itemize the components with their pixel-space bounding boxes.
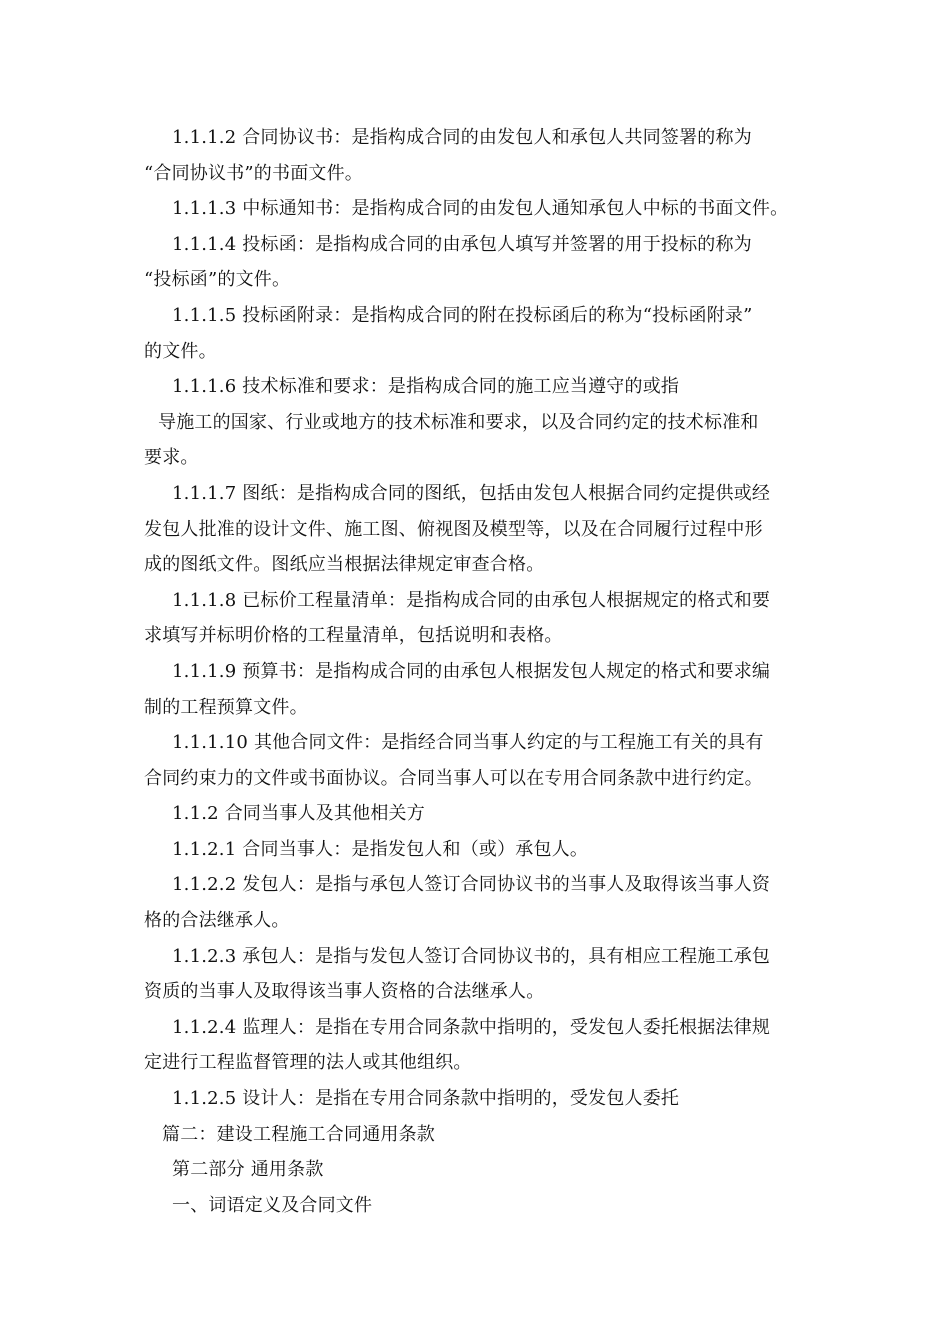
clause-1-1-1-2-cont: “合同协议书”的书面文件。	[144, 162, 364, 184]
clause-1-1-1-6-cont: 导施工的国家、行业或地方的技术标准和要求，以及合同约定的技术标准和	[158, 411, 759, 433]
clause-1-1-1-4-cont: “投标函”的文件。	[144, 269, 291, 291]
section-heading-part-two-title: 篇二：建设工程施工合同通用条款	[162, 1123, 435, 1145]
clause-1-1-1-5-cont: 的文件。	[144, 340, 217, 362]
clause-1-1-1-8: 1.1.1.8 已标价工程量清单：是指构成合同的由承包人根据规定的格式和要	[172, 589, 771, 611]
clause-1-1-2-4: 1.1.2.4 监理人：是指在专用合同条款中指明的，受发包人委托根据法律规	[172, 1016, 771, 1038]
clause-1-1-1-6: 1.1.1.6 技术标准和要求：是指构成合同的施工应当遵守的或指	[172, 376, 680, 398]
clause-1-1-2-4-cont: 定进行工程监督管理的法人或其他组织。	[144, 1052, 472, 1074]
clause-1-1-1-8-cont: 求填写并标明价格的工程量清单，包括说明和表格。	[144, 625, 563, 647]
clause-1-1-1-4: 1.1.1.4 投标函：是指构成合同的由承包人填写并签署的用于投标的称为	[172, 233, 752, 255]
clause-1-1-2-3: 1.1.2.3 承包人：是指与发包人签订合同协议书的，具有相应工程施工承包	[172, 945, 771, 967]
clause-1-1-1-5: 1.1.1.5 投标函附录：是指构成合同的附在投标函后的称为“投标函附录”	[172, 304, 753, 326]
clause-1-1-2-2-cont: 格的合法继承人。	[144, 910, 290, 932]
clause-1-1-1-7: 1.1.1.7 图纸：是指构成合同的图纸，包括由发包人根据合同约定提供或经	[172, 482, 771, 504]
clause-1-1-1-9-cont: 制的工程预算文件。	[144, 696, 308, 718]
clause-1-1-2: 1.1.2 合同当事人及其他相关方	[172, 803, 425, 825]
clause-1-1-1-10: 1.1.1.10 其他合同文件：是指经合同当事人约定的与工程施工有关的具有	[172, 732, 764, 754]
document-body	[144, 120, 814, 1223]
section-heading-definitions: 一、词语定义及合同文件	[172, 1194, 373, 1216]
clause-1-1-2-5: 1.1.2.5 设计人：是指在专用合同条款中指明的，受发包人委托	[172, 1088, 680, 1110]
clause-1-1-1-10-cont: 合同约束力的文件或书面协议。合同当事人可以在专用合同条款中进行约定。	[144, 767, 763, 789]
clause-1-1-2-3-cont: 资质的当事人及取得该当事人资格的合法继承人。	[144, 981, 545, 1003]
clause-1-1-1-3: 1.1.1.3 中标通知书：是指构成合同的由发包人通知承包人中标的书面文件。	[172, 198, 789, 220]
clause-1-1-1-2: 1.1.1.2 合同协议书：是指构成合同的由发包人和承包人共同签署的称为	[172, 127, 752, 148]
clause-1-1-2-1: 1.1.2.1 合同当事人：是指发包人和（或）承包人。	[172, 838, 589, 860]
clause-1-1-1-7-cont: 发包人批准的设计文件、施工图、俯视图及模型等，以及在合同履行过程中形	[144, 518, 763, 540]
section-heading-general-terms: 第二部分 通用条款	[172, 1159, 324, 1181]
clause-1-1-1-7-cont-2: 成的图纸文件。图纸应当根据法律规定审查合格。	[144, 554, 545, 576]
clause-1-1-1-9: 1.1.1.9 预算书：是指构成合同的由承包人根据发包人规定的格式和要求编	[172, 660, 771, 682]
clause-1-1-2-2: 1.1.2.2 发包人：是指与承包人签订合同协议书的当事人及取得该当事人资	[172, 874, 771, 896]
clause-1-1-1-6-cont-2: 要求。	[144, 447, 199, 469]
